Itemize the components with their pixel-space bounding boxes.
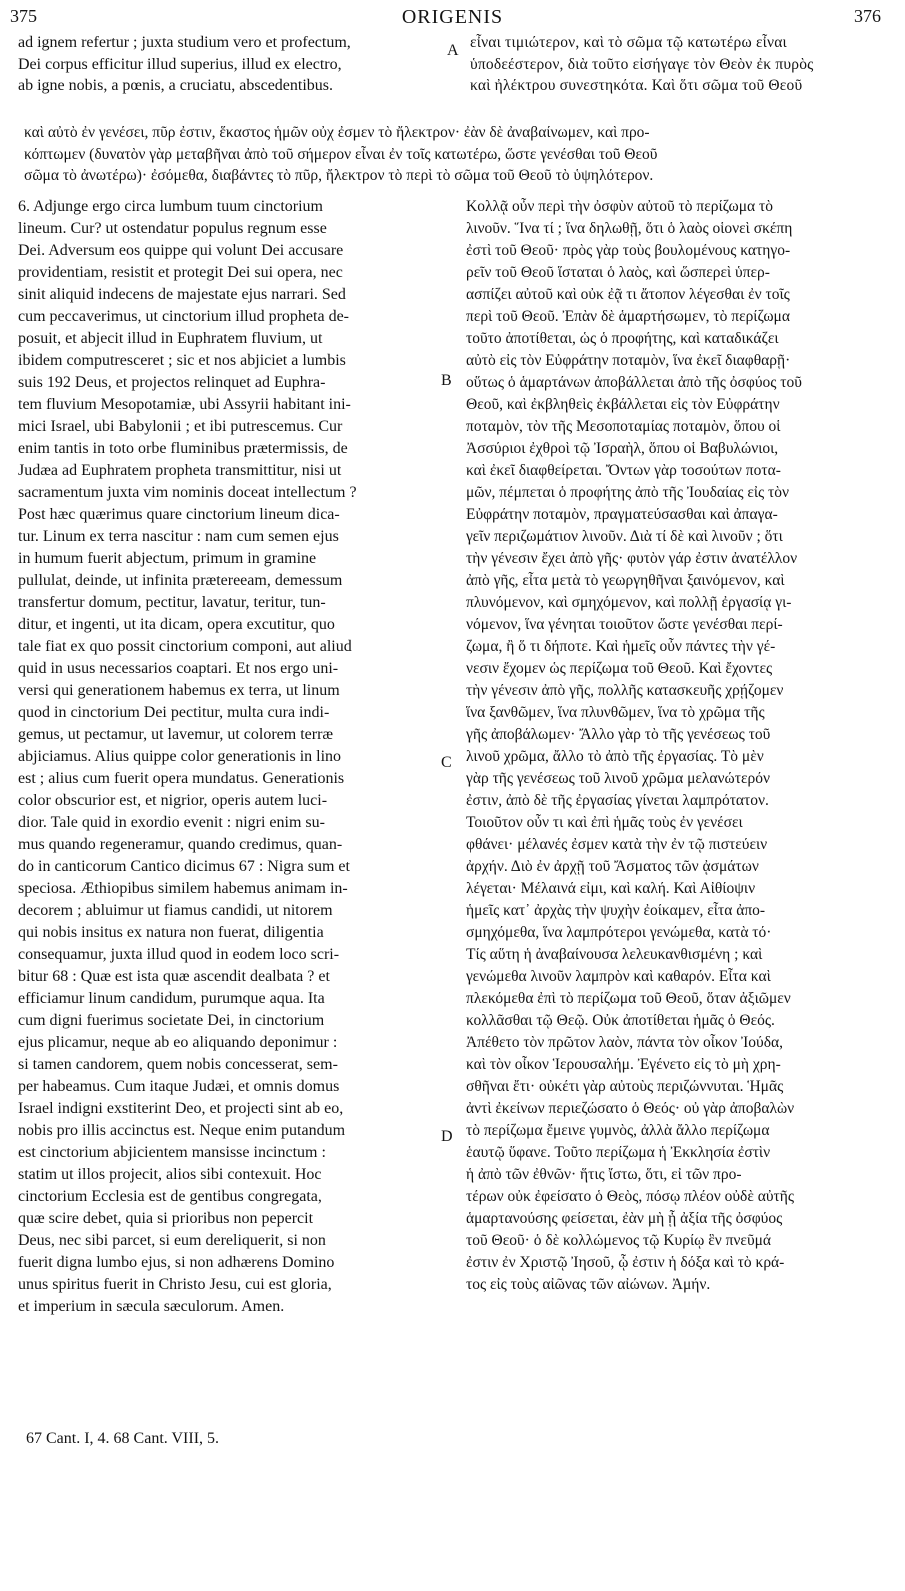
- latin-line: Judæa ad Euphratem propheta transmittitur, nisi ut: [18, 462, 342, 479]
- greek-full-line: καὶ αὐτὸ ἐν γενέσει, πῦρ ἐστιν, ἕκαστος ἡμῶν οὐχ ἐσμεν τὸ ἤλεκτρον· ἐὰν δὲ ἀναβαίνωμεν, καὶ προ-: [24, 124, 650, 141]
- greek-line: Ἀπέθετο τὸν πρῶτον λαὸν, πάντα τὸν οἶκον Ἰούδα,: [466, 1034, 784, 1051]
- greek-line: ασπίζει αὐτοῦ καὶ οὐκ ἐᾷ τι ἄτοπον λέγεσθαι ἐν τοῖς: [466, 286, 790, 303]
- greek-full-width-block: [24, 122, 890, 187]
- greek-line: ἡ ἀπὸ τῶν ἐθνῶν· ἥτις ἴστω, ὅτι, εἰ τῶν προ-: [466, 1166, 742, 1183]
- greek-top-block: [470, 32, 890, 97]
- greek-line: Εὐφράτην ποταμὸν, πραγματεύσασθαι καὶ ἀπαγα-: [466, 506, 778, 523]
- latin-line: ditur, et ingenti, ut ita dicam, opera excutitur, quo: [18, 616, 335, 633]
- latin-line: transfertur domum, pectitur, lavatur, teritur, tun-: [18, 594, 326, 611]
- greek-line: ἀπὸ γῆς, εἶτα μετὰ τὸ γεωργηθῆναι ξαινόμενον, καὶ: [466, 572, 785, 589]
- latin-line: in humum fuerit abjectum, primum in gramine: [18, 550, 317, 567]
- greek-line: ἑαυτῷ ὕφανε. Τοῦτο περίζωμα ἡ Ἐκκλησία ἐστὶν: [466, 1144, 771, 1161]
- latin-line: tale fiat ex quo possit cinctorium componi, aut aliud: [18, 638, 352, 655]
- page-header: [0, 6, 905, 30]
- latin-line: quod in cinctorium Dei pectitur, multa cura indi-: [18, 704, 330, 721]
- latin-line: est ; alius cum fuerit opera mundatus. Generationis: [18, 770, 345, 787]
- greek-top-line: εἶναι τιμιώτερον, καὶ τὸ σῶμα τῷ κατωτέρω εἶναι: [470, 34, 787, 51]
- greek-line: τὴν γένεσιν ἔχει ἀπὸ γῆς· φυτὸν γάρ ἐστιν ἀνατέλλον: [466, 550, 798, 567]
- greek-line: κολλᾶσθαι τῷ Θεῷ. Οὐκ ἀποτίθεται ἡμᾶς ὁ Θεός.: [466, 1012, 775, 1029]
- latin-line: cum peccaverimus, ut cinctorium illud propheta de-: [18, 308, 349, 325]
- greek-line: ἐστὶ τοῦ Θεοῦ· πρὸς γὰρ τοὺς βουλομένους κατηγο-: [466, 242, 791, 259]
- greek-line: πλυνόμενον, καὶ σμηχόμενον, καὶ πολλῇ ἐργασίᾳ γι-: [466, 594, 792, 611]
- latin-line: speciosa. Æthiopibus similem habemus animam in-: [18, 880, 348, 897]
- margin-letter-d: D: [441, 1128, 453, 1145]
- latin-line: dior. Tale quid in exordio evenit : nigri enim su-: [18, 814, 325, 831]
- greek-line: ἀρχήν. Διὸ ἐν ἀρχῇ τοῦ Ἄσματος τῶν ᾀσμάτων: [466, 858, 759, 875]
- latin-top-line: Dei corpus efficitur illud superius, illud ex electro,: [18, 55, 342, 73]
- latin-line: qui nobis insitus ex natura non fuerat, diligentia: [18, 924, 324, 941]
- page-number-right: 376: [854, 6, 881, 26]
- greek-line: λέγεται· Μέλαινά εἰμι, καὶ καλή. Καὶ Αἰθίοψιν: [466, 880, 756, 897]
- latin-line: enim tantis in toto orbe fluminibus prætermissis, de: [18, 440, 348, 457]
- greek-line: ἁμαρτανούσης φείσεται, ἐὰν μὴ ᾖ ἀξία τῆς ὀσφύος: [466, 1210, 783, 1227]
- latin-line: unus spiritus fuerit in Christo Jesu, cui est gloria,: [18, 1276, 332, 1293]
- greek-line: τος εἰς τοὺς αἰῶνας τῶν αἰώνων. Ἀμήν.: [466, 1276, 711, 1293]
- greek-line: τοῦτο ἀποτίθεται, ὡς ὁ προφήτης, καὶ καταδικάζει: [466, 330, 779, 347]
- latin-top-block: [18, 32, 438, 97]
- footnotes: 67 Cant. I, 4. 68 Cant. VIII, 5.: [26, 1430, 220, 1447]
- greek-line: αὐτὸ εἰς τὸν Εὐφράτην ποταμὸν, ἵνα ἐκεῖ διαφθαρῇ·: [466, 352, 791, 369]
- greek-line: οὕτως ὁ ἁμαρτάνων ἀποβάλλεται ἀπὸ τῆς ὀσφύος τοῦ: [466, 374, 802, 391]
- latin-line: mici Israel, ubi Babylonii ; et ibi putrescemus. Cur: [18, 418, 343, 435]
- greek-line: τέρων οὐκ ἐφείσατο ὁ Θεὸς, πόσῳ πλέον οὐδὲ αὐτῆς: [466, 1188, 794, 1205]
- latin-top-line: ad ignem refertur ; juxta studium vero et profectum,: [18, 34, 351, 51]
- greek-line: ἐστιν, ἀπὸ δὲ τῆς ἐργασίας γίνεται λαμπρότατον.: [466, 792, 769, 809]
- latin-line: quid in usus necessarios coaptari. Et nos ergo uni-: [18, 660, 339, 677]
- greek-line: λινοῦ χρῶμα, ἄλλο τὸ ἀπὸ τῆς ἐργασίας. Τὸ μὲν: [466, 748, 764, 765]
- latin-line: decorem ; abluimur ut fiamus candidi, ut nitorem: [18, 902, 333, 919]
- latin-line: Israel indigni exstiterint Deo, et projecti sint ab eo,: [18, 1100, 344, 1117]
- greek-line: φθάνει· μέλανές ἐσμεν κατὰ τὴν ἐν τῷ πιστεύειν: [466, 836, 768, 853]
- margin-letter-b: B: [441, 372, 452, 389]
- page-number-left: 375: [10, 6, 37, 26]
- greek-line: νεσιν ἔχομεν ὡς περίζωμα τοῦ Θεοῦ. Καὶ ἔχοντες: [466, 660, 773, 677]
- greek-line: σμηχόμεθα, ἵνα λαμπρότεροι γενώμεθα, κατὰ τό·: [466, 924, 772, 941]
- latin-line: Post hæc quærimus quare cinctorium lineum dica-: [18, 506, 340, 523]
- greek-line: ἵνα ξανθῶμεν, ἵνα πλυνθῶμεν, ἵνα τὸ χρῶμα τῆς: [466, 704, 765, 721]
- latin-line: cum digni fuerimus societate Dei, in cinctorium: [18, 1012, 325, 1029]
- latin-top-line: ab igne nobis, a pœnis, a cruciatu, abscedentibus.: [18, 77, 334, 94]
- greek-line: ἡμεῖς κατ᾽ ἀρχὰς τὴν ψυχὴν ἐοίκαμεν, εἶτα ἀπο-: [466, 902, 766, 919]
- latin-line: suis 192 Deus, et projectos relinquet ad Euphra-: [18, 374, 326, 391]
- greek-line: γὰρ τῆς γενέσεως τοῦ λινοῦ χρῶμα μελανώτερόν: [466, 770, 770, 787]
- greek-line: ρεῖν τοῦ Θεοῦ ἵσταται ὁ λαὸς, καὶ ὥσπερεὶ ὑπερ-: [466, 264, 770, 281]
- latin-line: cinctorium Ecclesia est de gentibus congregata,: [18, 1188, 322, 1205]
- greek-line: μῶν, πέμπεται ὁ προφήτης ἀπὸ τῆς Ἰουδαίας εἰς τὸν: [466, 484, 790, 501]
- greek-line: ποταμὸν, τὸν τῆς Μεσοποταμίας ποταμὸν, ὅπου οἱ: [466, 418, 781, 435]
- greek-line: καὶ τὸν οἶκον Ἱερουσαλήμ. Ἐγένετο εἰς τὸ μὴ χρη-: [466, 1056, 781, 1073]
- latin-line: ejus plicamur, neque ab eo aliquando deponimur :: [18, 1034, 338, 1051]
- greek-line: ζωμα, ἢ ὅ τι δήποτε. Καὶ ἡμεῖς οὖν πάντες τὴν γέ-: [466, 638, 776, 655]
- greek-line: περὶ τοῦ Θεοῦ. Ἐπὰν δὲ ἁμαρτήσωμεν, τὸ περίζωμα: [466, 308, 790, 325]
- greek-line: Τοιοῦτον οὖν τι καὶ ἐπὶ ἡμᾶς τοὺς ἐν γενέσει: [466, 814, 743, 831]
- latin-line: sacramentum juxta vim nominis doceat intellectum ?: [18, 484, 357, 501]
- latin-line: consequamur, juxta illud quod in eodem loco scri-: [18, 946, 340, 963]
- latin-line: bitur 68 : Quæ est ista quæ ascendit dealbata ? et: [18, 968, 330, 985]
- latin-line: do in canticorum Cantico dicimus 67 : Nigra sum et: [18, 858, 350, 875]
- greek-top-line: ὑποδεέστερον, διὰ τοῦτο εἰσήγαγε τὸν Θεὸν ἐκ πυρὸς: [470, 55, 814, 73]
- greek-line: Κολλᾷ οὖν περὶ τὴν ὀσφὺν αὐτοῦ τὸ περίζωμα τὸ: [466, 198, 773, 215]
- latin-line: statim ut illos projecit, alios sibi contexuit. Hoc: [18, 1166, 322, 1183]
- latin-line: quæ scire debet, quia si prioribus non pepercit: [18, 1210, 314, 1227]
- greek-line: καὶ ἐκεῖ διαφθείρεται. Ὄντων γὰρ τοσούτων ποτα-: [466, 462, 781, 479]
- latin-line: providentiam, resistit et protegit Dei sui opera, nec: [18, 264, 343, 281]
- greek-line: Θεοῦ, καὶ ἐκβληθεὶς ἐκβάλλεται εἰς τὸν Εὐφράτην: [466, 396, 780, 413]
- margin-letter-a: A: [447, 42, 459, 59]
- latin-line: pullulat, deinde, ut infinita prætereeam, demessum: [18, 572, 343, 589]
- latin-line: abjiciamus. Alius quippe color generationis in lino: [18, 748, 342, 765]
- latin-column: [18, 196, 438, 1318]
- greek-line: σθῆναι ἔτι· οὐκέτι γὰρ αὐτοὺς περιζώννυται. Ἡμᾶς: [466, 1078, 784, 1095]
- greek-line: Τίς αὕτη ἡ ἀναβαίνουσα λελευκανθισμένη ; καὶ: [466, 946, 763, 963]
- greek-line: πλεκόμεθα ἐπὶ τὸ περίζωμα τοῦ Θεοῦ, ὅταν ἀξιῶμεν: [466, 990, 791, 1007]
- greek-full-line: σῶμα τὸ ἀνωτέρω)· ἐσόμεθα, διαβάντες τὸ πῦρ, ἤλεκτρον τὸ περὶ τὸ σῶμα τοῦ Θεοῦ τὸ ὑψηλότερον.: [24, 167, 654, 184]
- greek-line: λινοῦν. Ἵνα τί ; ἵνα δηλωθῇ, ὅτι ὁ λαὸς οἱονεὶ σκέπη: [466, 220, 793, 237]
- latin-line: est cinctorium abjicientem mansisse incinctum :: [18, 1144, 326, 1161]
- latin-line: mus quando regeneramur, quando credimus, quan-: [18, 836, 343, 853]
- greek-line: τὸ περίζωμα ἔμεινε γυμνὸς, ἀλλὰ ἄλλο περίζωμα: [466, 1122, 770, 1139]
- latin-line: color obscurior est, et nigrior, operis autem luci-: [18, 792, 328, 809]
- margin-letter-c: C: [441, 754, 452, 771]
- greek-line: γῆς ἀποβάλωμεν· Ἄλλο γὰρ τὸ τῆς γενέσεως τοῦ: [466, 726, 771, 743]
- running-title: ORIGENIS: [401, 6, 504, 28]
- latin-line: si tamen candorem, quem nobis concesserat, sem-: [18, 1056, 338, 1073]
- greek-line: τὴν γένεσιν ἀπὸ γῆς, πολλῆς κατασκευῆς χρῄζομεν: [466, 682, 784, 699]
- latin-line: lineum. Cur? ut ostendatur populus regnum esse: [18, 220, 327, 237]
- latin-line: efficiamur linum candidum, purumque aqua. Ita: [18, 990, 325, 1007]
- latin-line: Deus, nec sibi parcet, si eum dereliquerit, si non: [18, 1232, 326, 1249]
- greek-line: ἐστιν ἐν Χριστῷ Ἰησοῦ, ᾧ ἐστιν ἡ δόξα καὶ τὸ κρά-: [466, 1254, 785, 1271]
- latin-line: tur. Linum ex terra nascitur : nam cum semen ejus: [18, 528, 339, 545]
- greek-full-line: κόπτωμεν (δυνατὸν γὰρ μεταβῆναι ἀπὸ τοῦ σήμερον εἶναι ἐν τοῖς κατωτέρω, ὥστε γενέσθαι τοῦ Θεοῦ: [24, 145, 658, 163]
- latin-line: nobis pro illis accinctus est. Neque enim putandum: [18, 1122, 346, 1139]
- greek-line: γενώμεθα λινοῦν λαμπρὸν καὶ καθαρόν. Εἶτα καὶ: [466, 968, 771, 985]
- greek-line: γεῖν περιζωμάτιον λινοῦν. Διὰ τί δὲ καὶ λινοῦν ; ὅτι: [466, 528, 783, 545]
- latin-line: tem fluvium Mesopotamiæ, ubi Assyrii habitant ini-: [18, 396, 351, 413]
- latin-line: fuerit digna lumbo ejus, si non adhærens Domino: [18, 1254, 335, 1271]
- latin-line: versi qui generationem habemus ex terra, ut linum: [18, 682, 340, 699]
- greek-line: νόμενον, ἵνα γένηται τοιοῦτον ὥστε γενέσθαι περί-: [466, 616, 783, 633]
- greek-line: τοῦ Θεοῦ· ὁ δὲ κολλώμενος τῷ Κυρίῳ ἓν πνεῦμά: [466, 1232, 772, 1249]
- greek-top-line: καὶ ἠλέκτρου συνεστηκότα. Καὶ ὅτι σῶμα τοῦ Θεοῦ: [470, 77, 803, 94]
- greek-column: [466, 196, 890, 1296]
- latin-line: Dei. Adversum eos quippe qui volunt Dei accusare: [18, 242, 344, 259]
- greek-line: Ἀσσύριοι ἐχθροὶ τῷ Ἰσραὴλ, ὅπου οἱ Βαβυλώνιοι,: [466, 440, 779, 457]
- latin-line: per habeamus. Cum itaque Judæi, et omnis domus: [18, 1078, 340, 1095]
- latin-line: gemus, ut pectamur, ut lavemur, ut colorem terræ: [18, 726, 334, 743]
- greek-line: ἀντὶ ἐκείνων περιεζώσατο ὁ Θεός· οὐ γὰρ ἀποβαλὼν: [466, 1100, 795, 1117]
- latin-line: ibidem computresceret ; sic et nos abjiciet a lumbis: [18, 352, 346, 369]
- latin-line: sinit aliquid indecens de majestate ejus narrari. Sed: [18, 286, 346, 303]
- latin-line: et imperium in sæcula sæculorum. Amen.: [18, 1298, 285, 1315]
- latin-line: 6. Adjunge ergo circa lumbum tuum cinctorium: [18, 198, 323, 215]
- latin-line: posuit, et abjecit illud in Euphratem fluvium, ut: [18, 330, 323, 347]
